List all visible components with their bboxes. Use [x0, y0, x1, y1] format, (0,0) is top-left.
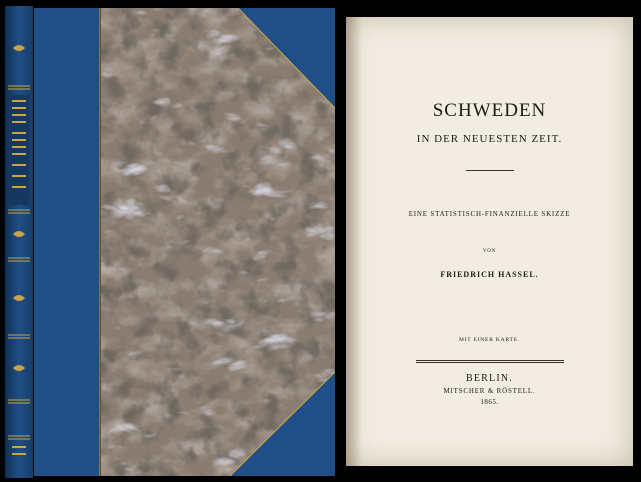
book-title: SCHWEDEN — [432, 100, 547, 121]
leather-strip — [34, 8, 100, 476]
by-line: VON — [482, 249, 497, 254]
short-rule — [466, 170, 514, 171]
book-description: EINE STATISTISCH-FINANZIELLE SKIZZE — [408, 210, 571, 218]
publisher-name: MITSCHER & RÖSTELL. — [443, 387, 536, 395]
author-name: FRIEDRICH HASSEL. — [440, 270, 539, 279]
book-subtitle: IN DER NEUESTEN ZEIT. — [416, 133, 563, 145]
double-rule — [416, 360, 564, 363]
marbled-paper — [101, 8, 335, 476]
book-spine — [5, 6, 33, 478]
publication-year: 1865. — [480, 398, 499, 406]
map-note: MIT EINER KARTE. — [458, 337, 521, 343]
spine-title-label — [9, 95, 29, 205]
title-page — [346, 17, 633, 466]
publication-city: BERLIN. — [465, 373, 513, 384]
